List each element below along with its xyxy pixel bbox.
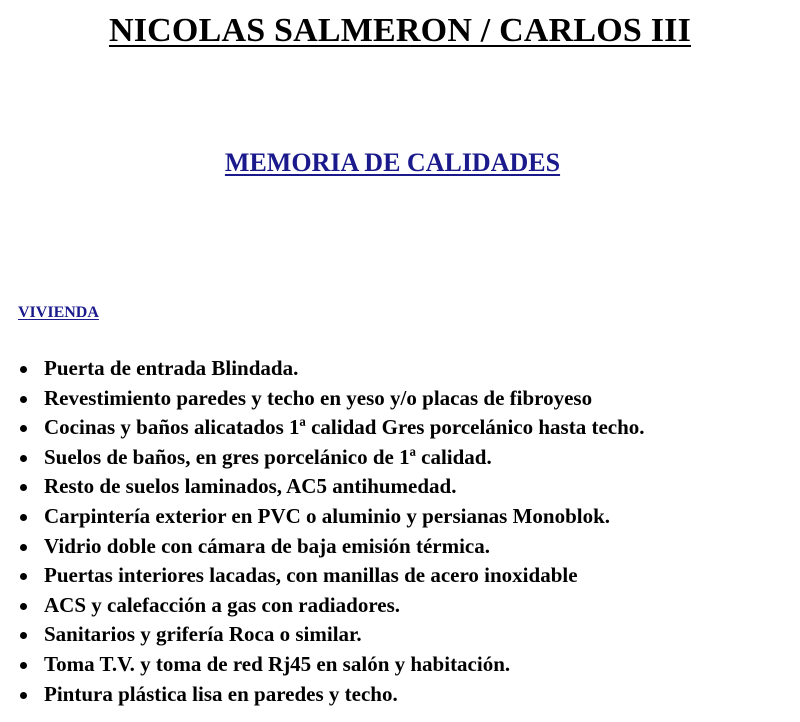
list-item [0,561,800,591]
list-item-text: ACS y calefacción a gas con radiadores. [44,592,401,617]
document-title: NICOLAS SALMERON / CARLOS III [108,12,692,49]
qualities-list [0,354,800,709]
list-item-text: Puertas interiores lacadas, con manillas de acero inoxidable [44,563,578,588]
bullet-icon [20,632,27,639]
document-subtitle: MEMORIA DE CALIDADES [224,148,561,177]
list-item [0,532,800,562]
list-item-text: Carpintería exterior en PVC o aluminio y persianas Monoblok. [44,503,611,528]
bullet-icon [20,396,27,403]
list-item [0,680,800,710]
list-item-text: Cocinas y baños alicatados 1ª calidad Gres porcelánico hasta techo. [44,415,645,440]
bullet-icon [20,455,27,462]
list-item-text: Puerta de entrada Blindada. [44,356,299,380]
bullet-icon [20,514,27,521]
bullet-icon [20,544,27,551]
bullet-icon [20,692,27,699]
list-item [0,620,800,650]
list-item-text: Resto de suelos laminados, AC5 antihumedad. [44,474,457,499]
list-item-text: Suelos de baños, en gres porcelánico de 1ª calidad. [44,444,492,469]
list-item-text: Revestimiento paredes y techo en yeso y/o placas de fibroyeso [44,385,593,410]
list-item-text: Toma T.V. y toma de red Rj45 en salón y habitación. [44,651,511,676]
bullet-icon [20,662,27,669]
list-item [0,354,800,384]
bullet-icon [20,603,27,610]
list-item [0,384,800,414]
bullet-icon [20,366,27,373]
list-item-text: Pintura plástica lisa en paredes y techo. [44,681,398,706]
list-item-text: Sanitarios y grifería Roca o similar. [44,622,362,647]
bullet-icon [20,573,27,580]
bullet-icon [20,484,27,491]
bullet-icon [20,425,27,432]
list-item [0,591,800,621]
list-item [0,413,800,443]
list-item [0,502,800,532]
section-heading-vivienda: VIVIENDA [18,304,99,321]
list-item-text: Vidrio doble con cámara de baja emisión térmica. [44,533,490,558]
list-item [0,443,800,473]
list-item [0,472,800,502]
list-item [0,650,800,680]
